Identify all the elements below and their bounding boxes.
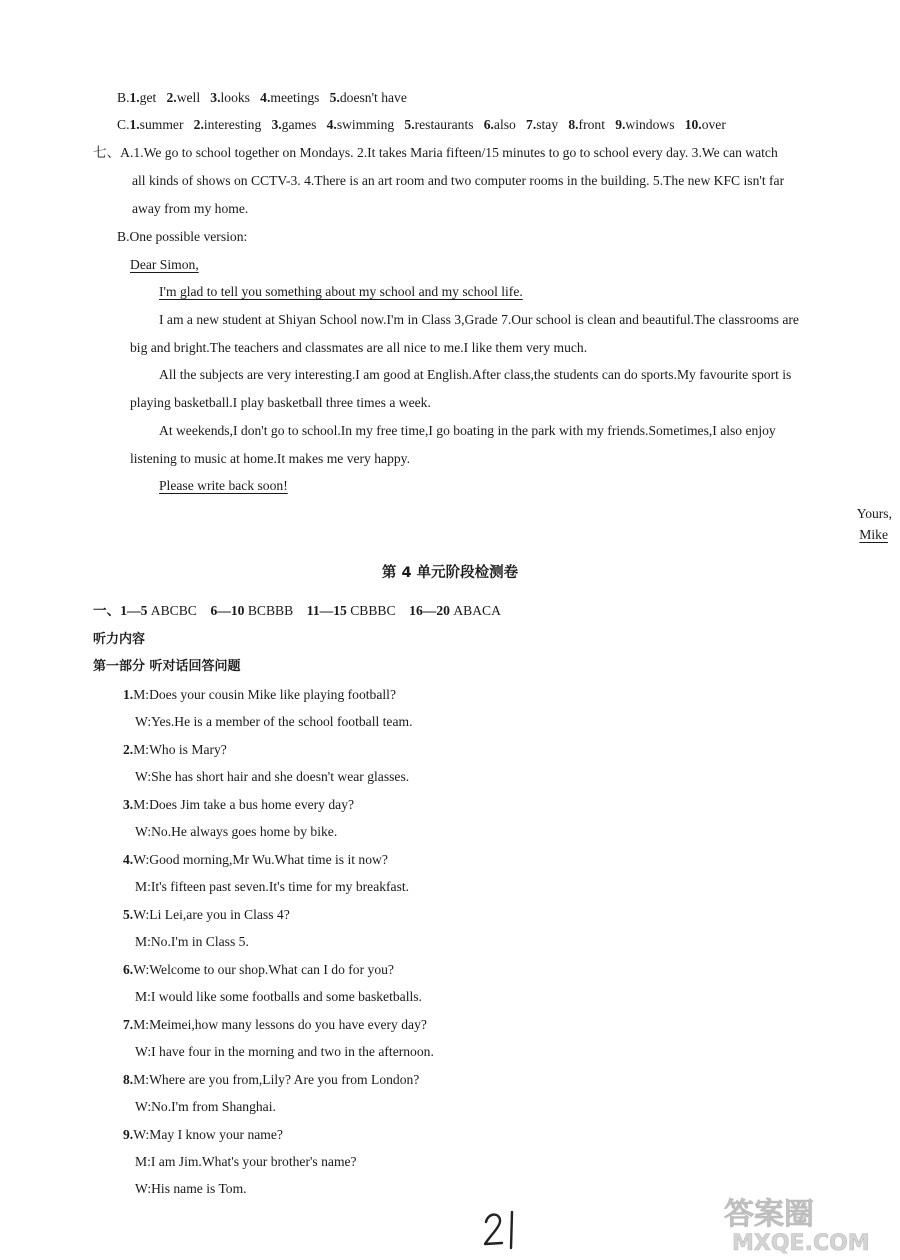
dialogue-number: 8.: [123, 1072, 134, 1087]
letter-opening: I'm glad to tell you something about my school and my school life.: [159, 284, 523, 299]
dialogue-line: [123, 851, 388, 869]
answer-text: front: [578, 117, 605, 132]
dialogue-number: 1.: [123, 687, 134, 702]
dialogue-number: 5.: [123, 907, 134, 922]
answer-letters: ABCBC: [150, 603, 197, 618]
dialogue-line: W:No.I'm from Shanghai.: [135, 1099, 276, 1114]
dialogue-number: 6.: [123, 962, 134, 977]
dialogue-line: M:I would like some footballs and some basketballs.: [135, 989, 422, 1004]
letter-closing: Please write back soon!: [159, 478, 288, 493]
item-number: 3.: [210, 90, 221, 105]
item-number: 7.: [526, 117, 537, 132]
dialogue-speech: M:Does your cousin Mike like playing football?: [133, 687, 396, 702]
dialogue-number: 7.: [123, 1017, 134, 1032]
item-number: 3.: [271, 117, 282, 132]
item-number: 2.: [166, 90, 177, 105]
listening-heading: 听力内容: [93, 632, 146, 647]
letter-paragraph-1-line-2: big and bright.The teachers and classmates are all nice to me.I like them very much.: [130, 340, 588, 355]
answer-prefix: B.: [117, 90, 130, 105]
item-number: 8.: [568, 117, 579, 132]
item-number: 5.: [404, 117, 415, 132]
answer-range: 16—20: [409, 603, 450, 618]
letter-paragraph-1-line-1: I am a new student at Shiyan School now.I'm in Class 3,Grade 7.Our school is clean and beautiful.The classrooms are: [159, 312, 799, 327]
answer-text: restaurants: [414, 117, 474, 132]
dialogue-line: W:She has short hair and she doesn't wear glasses.: [135, 769, 410, 784]
item-number: 9.: [615, 117, 626, 132]
answer-text: doesn't have: [339, 90, 407, 105]
answer-text: stay: [536, 117, 559, 132]
letter-greeting: Dear Simon,: [130, 257, 199, 272]
answer-range: 6—10: [210, 603, 245, 618]
dialogue-line: [123, 686, 396, 704]
answer-text: looks: [220, 90, 250, 105]
answer-range: 11—15: [306, 603, 347, 618]
dialogue-line: M:No.I'm in Class 5.: [135, 934, 249, 949]
dialogue-line: [123, 1126, 283, 1144]
letter-signoff: Yours,: [856, 506, 892, 521]
answer-text: windows: [625, 117, 675, 132]
dialogue-line: W:I have four in the morning and two in the afternoon.: [135, 1044, 434, 1059]
dialogue-line: [123, 741, 227, 759]
answer-prefix: C.: [117, 117, 130, 132]
dialogue-line: W:Yes.He is a member of the school football team.: [135, 714, 413, 729]
part-1-heading: 第一部分 听对话回答问题: [93, 659, 241, 674]
section-seven-a-line-1: 七、A.1.We go to school together on Mondays. 2.It takes Maria fifteen/15 minutes to go to school every day. 3.We can watch: [93, 145, 778, 160]
dialogue-number: 4.: [123, 852, 134, 867]
dialogue-speech: M:Meimei,how many lessons do you have every day?: [133, 1017, 427, 1032]
dialogue-number: 2.: [123, 742, 134, 757]
watermark-top-text: 答案圈: [724, 1197, 814, 1232]
watermark-bottom-text: MXQE.COM: [732, 1231, 870, 1254]
item-number: 10.: [684, 117, 702, 132]
answer-row-b: [117, 89, 407, 107]
dialogue-number: 9.: [123, 1127, 134, 1142]
dialogue-speech: W:Good morning,Mr Wu.What time is it now?: [133, 852, 388, 867]
unit-4-answer-line: [93, 602, 501, 620]
letter-paragraph-2-line-1: All the subjects are very interesting.I am good at English.After class,the students can do sports.My favourite sport is: [159, 367, 792, 382]
item-number: 2.: [193, 117, 204, 132]
dialogue-speech: M:Where are you from,Lily? Are you from London?: [133, 1072, 420, 1087]
answer-line-prefix: 一、: [93, 603, 121, 618]
watermark-logo: [718, 1192, 888, 1254]
answer-text: get: [139, 90, 157, 105]
answer-letters: ABACA: [453, 603, 501, 618]
unit-4-title: 第 4 单元阶段检测卷: [381, 565, 519, 581]
section-seven-a-line-2: all kinds of shows on CCTV-3. 4.There is an art room and two computer rooms in the building. 5.The new KFC isn't far: [132, 173, 785, 188]
dialogue-line: [123, 1016, 427, 1034]
dialogue-speech: W:Welcome to our shop.What can I do for you?: [133, 962, 394, 977]
letter-paragraph-3-line-1: At weekends,I don't go to school.In my free time,I go boating in the park with my friends.Sometimes,I also enjoy: [159, 423, 776, 438]
item-number: 6.: [483, 117, 494, 132]
dialogue-line: W:No.He always goes home by bike.: [135, 824, 338, 839]
section-seven-a-line-3: away from my home.: [132, 201, 249, 216]
dialogue-line: [123, 1071, 419, 1089]
dialogue-line: [123, 961, 394, 979]
section-seven-b-label: B.One possible version:: [117, 229, 248, 244]
dialogue-line: [123, 796, 354, 814]
dialogue-number: 3.: [123, 797, 134, 812]
item-number: 4.: [326, 117, 337, 132]
dialogue-speech: W:May I know your name?: [133, 1127, 283, 1142]
dialogue-line: W:His name is Tom.: [135, 1181, 247, 1196]
dialogue-line: M:I am Jim.What's your brother's name?: [135, 1154, 357, 1169]
letter-signature: Mike: [859, 527, 888, 542]
answer-range: 1—5: [120, 603, 148, 618]
item-number: 5.: [329, 90, 340, 105]
handwritten-page-number: [482, 1208, 522, 1252]
dialogue-speech: M:Who is Mary?: [133, 742, 227, 757]
answer-text: games: [281, 117, 317, 132]
item-number: 1.: [129, 90, 140, 105]
dialogue-line: [123, 906, 290, 924]
item-number: 1.: [129, 117, 140, 132]
answer-text: over: [701, 117, 726, 132]
answer-text: well: [176, 90, 201, 105]
answer-text: also: [493, 117, 516, 132]
answer-text: summer: [139, 117, 184, 132]
answer-text: meetings: [270, 90, 320, 105]
dialogue-line: M:It's fifteen past seven.It's time for my breakfast.: [135, 879, 410, 894]
letter-paragraph-2-line-2: playing basketball.I play basketball three times a week.: [130, 395, 431, 410]
answer-text: interesting: [203, 117, 262, 132]
answer-letters: CBBBC: [350, 603, 396, 618]
answer-letters: BCBBB: [247, 603, 294, 618]
answer-text: swimming: [336, 117, 395, 132]
item-number: 4.: [260, 90, 271, 105]
answer-row-c: [117, 116, 726, 134]
letter-paragraph-3-line-2: listening to music at home.It makes me very happy.: [130, 451, 410, 466]
dialogue-speech: M:Does Jim take a bus home every day?: [133, 797, 355, 812]
dialogue-speech: W:Li Lei,are you in Class 4?: [133, 907, 290, 922]
